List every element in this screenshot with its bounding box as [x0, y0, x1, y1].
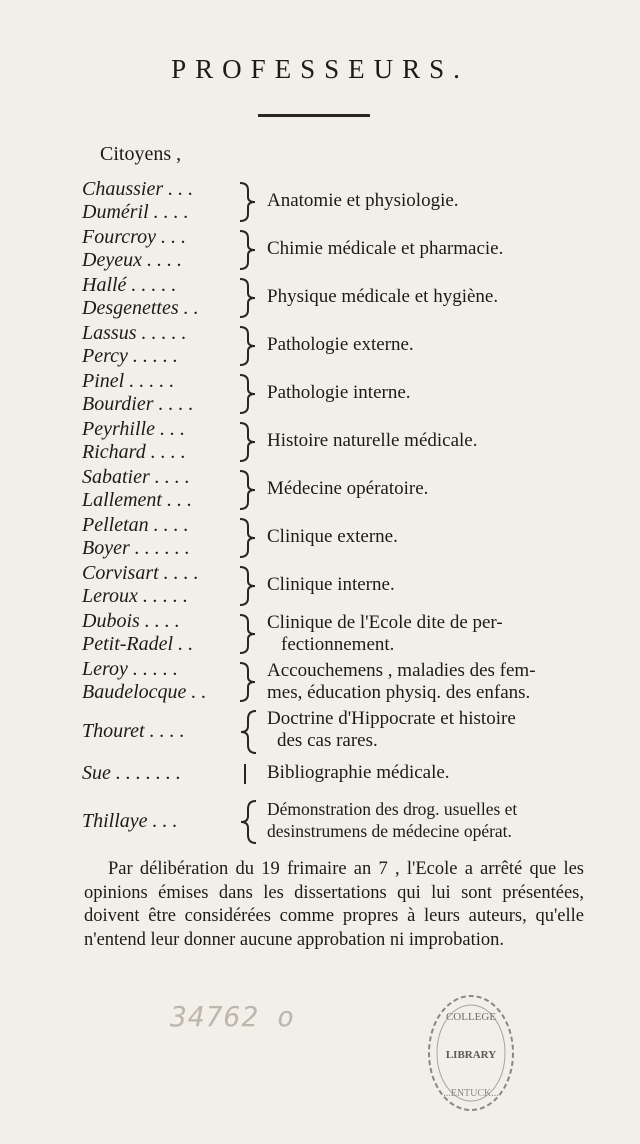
svg-text:...ENTUCK...: ...ENTUCK...: [443, 1088, 499, 1099]
brace-icon: [238, 614, 260, 654]
professor-name: Leroy . . . . .: [82, 658, 178, 680]
course-subject: Physique médicale et hygiène.: [267, 286, 499, 307]
svg-text:LIBRARY: LIBRARY: [445, 1049, 497, 1061]
course-subject: Clinique interne.: [267, 574, 395, 595]
professor-name: Fourcroy . . .: [82, 226, 187, 248]
course-subject: Accouchemens , maladies des fem- mes, éducation physiq. des enfans.: [267, 660, 536, 703]
professor-names: [82, 466, 260, 512]
professor-names: [82, 274, 260, 320]
professor-name: Leroux . . . . .: [82, 585, 188, 607]
professor-name: Petit-Radel . .: [82, 633, 194, 655]
svg-text:COLLEGE: COLLEGE: [445, 1011, 497, 1023]
title-rule: [258, 114, 370, 117]
brace-icon: [238, 662, 260, 702]
professor-name: Pinel . . . . .: [82, 370, 175, 392]
library-stamp: [425, 992, 517, 1118]
professor-name: Desgenettes . .: [82, 297, 199, 319]
professor-name: Baudelocque . .: [82, 681, 207, 703]
deliberation-paragraph: Par délibération du 19 frimaire an 7 , l'Ecole a arrêté que les opinions émises dans les dissertations qui lui sont présentées, doivent être considérées comme propres à leurs auteurs, qu'elle n'entend leur donner aucune approbation ni improbation.: [84, 859, 584, 950]
brace-icon: [238, 326, 260, 366]
intro-text: Citoyens ,: [100, 143, 182, 165]
professor-name: Duméril . . . .: [82, 201, 189, 223]
professor-names: [82, 322, 260, 368]
brace-icon: [238, 374, 260, 414]
professor-name: Richard . . . .: [82, 441, 186, 463]
professor-names: [82, 562, 260, 608]
professor-names: [82, 226, 260, 272]
professor-name: Sabatier . . . .: [82, 466, 190, 488]
professor-names: [82, 370, 260, 416]
professor-names: [82, 658, 260, 704]
course-subject: Médecine opératoire.: [267, 478, 429, 499]
brace-icon: [238, 182, 260, 222]
brace-icon: [238, 278, 260, 318]
course-subject: Clinique externe.: [267, 526, 398, 547]
brace-icon: [238, 518, 260, 558]
professor-name: Chaussier . . .: [82, 178, 194, 200]
course-subject: Pathologie externe.: [267, 334, 414, 355]
course-subject: Clinique de l'Ecole dite de per- fectionnement.: [267, 612, 503, 655]
professor-name: Dubois . . . .: [82, 610, 180, 632]
brace-icon: [238, 230, 260, 270]
single-bar-icon: [244, 764, 246, 784]
professor-name: Boyer . . . . . .: [82, 537, 190, 559]
professor-names: [82, 610, 260, 656]
professor-name: Bourdier . . . .: [82, 393, 194, 415]
professor-names: [82, 514, 260, 560]
professor-name: Lassus . . . . .: [82, 322, 187, 344]
professor-name: Sue . . . . . . .: [82, 762, 181, 784]
library-stamp-icon: [425, 992, 517, 1114]
course-subject: Chimie médicale et pharmacie.: [267, 238, 504, 259]
course-subject: Pathologie interne.: [267, 382, 411, 403]
brace-icon: [238, 566, 260, 606]
professor-name: Peyrhille . . .: [82, 418, 185, 440]
handwritten-number: 34762 o: [170, 1000, 296, 1033]
course-subject: Démonstration des drog. usuelles et desinstrumens de médecine opérat.: [267, 799, 518, 841]
professor-names: [82, 810, 260, 833]
professor-name: Percy . . . . .: [82, 345, 178, 367]
professor-names: [82, 762, 260, 785]
professor-name: Hallé . . . . .: [82, 274, 177, 296]
professor-name: Deyeux . . . .: [82, 249, 182, 271]
course-subject: Bibliographie médicale.: [267, 762, 450, 783]
professor-names: [82, 720, 260, 743]
professor-name: Pelletan . . . .: [82, 514, 189, 536]
professor-name: Thouret . . . .: [82, 720, 185, 742]
course-subject: Anatomie et physiologie.: [267, 190, 459, 211]
brace-icon: [238, 800, 260, 844]
professor-names: [82, 178, 260, 224]
course-subject: Histoire naturelle médicale.: [267, 430, 478, 451]
page-title: PROFESSEURS.: [171, 54, 469, 84]
brace-icon: [238, 422, 260, 462]
brace-icon: [238, 470, 260, 510]
professor-name: Corvisart . . . .: [82, 562, 199, 584]
professor-name: Lallement . . .: [82, 489, 192, 511]
professor-name: Thillaye . . .: [82, 810, 178, 832]
course-subject: Doctrine d'Hippocrate et histoire des cas rares.: [267, 708, 516, 751]
brace-icon: [238, 710, 260, 754]
professor-names: [82, 418, 260, 464]
